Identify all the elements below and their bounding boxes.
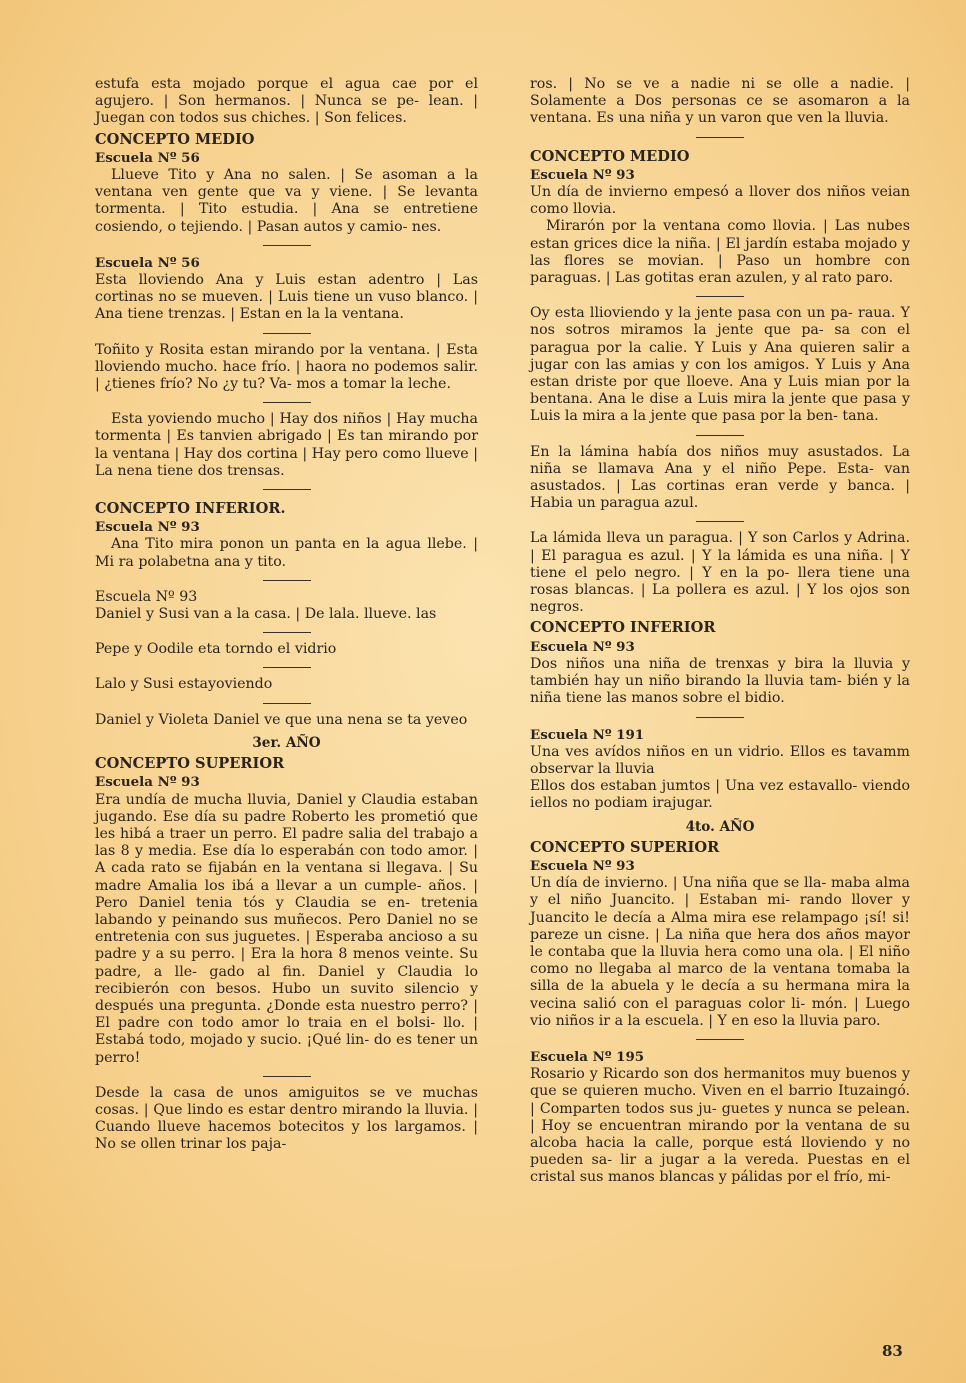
paragraph: En la lámina había dos niños muy asustados. La niña se llamava Ana y el niño Pepe. Esta- van asustados. | Las cortinas eran verde y banca. | Habia un paragua azul.: [530, 443, 910, 512]
paragraph: Daniel y Susi van a la casa. | De lala. llueve. las: [95, 606, 437, 623]
school-heading: Escuela Nº 195: [530, 1048, 645, 1065]
school-heading: Escuela Nº 56: [95, 254, 200, 271]
paragraph: Daniel y Violeta Daniel ve que una nena se ta yeveo: [95, 711, 468, 728]
section-divider: [530, 129, 910, 145]
year-heading: 4to. AÑO: [685, 818, 755, 835]
paragraph: Llueve Tito y Ana no salen. | Se asoman a la ventana ven gente que va y viene. | Se levanta tormenta. | Tito estudia. | Ana se entretiene cosiendo, o tejiendo. | Pasan autos y camio- nes.: [95, 167, 478, 235]
paragraph: Toñito y Rosita estan mirando por la ventana. | Esta lloviendo mucho. hace frío. | haora no podemos salir. | ¿tienes frío? No ¿y tu? Va- mos a tomar la leche.: [95, 341, 478, 393]
section-divider: [530, 427, 910, 443]
section-divider: [95, 481, 478, 497]
paragraph: Desde la casa de unos amiguitos se ve muchas cosas. | Que lindo es estar dentro mirando la lluvia. | Cuando llueve hacemos botecitos y los largamos. | No se ollen trinar los paja-: [95, 1084, 478, 1153]
section-divider: [95, 325, 478, 341]
concept-heading: CONCEPTO MEDIO: [95, 130, 255, 148]
paragraph: Era undía de mucha lluvia, Daniel y Claudia estaban jugando. Ese día su padre Roberto les prometió que les hibá a traer un perro. El padre salia del trabajo a las 8 y media. Ese día lo esperabán con todo amor. | A cada rato se fijabán en la ventana si llegava. | Su madre Amalia los ibá a llevar a un cumple- años. | Pero Daniel tenia tós y Claudia se en- tretenia labando y peinando sus muñecos. Pero Daniel no se entretenia con sus juguetes. | Esperaba ancioso a su padre y a su perro. | Era la hora 8 menos veinte. Su padre, a lle- gado al fin. Daniel y Claudia lo recibierón con besos. Hubo un suvito silencio y después una pregunta. ¿Donde esta nuestro perro? | El padre con todo amor lo traia en el bolsi- llo. | Estabá todo, mojado y sucio. ¡Qué lin- do es tener un perro!: [95, 791, 478, 1066]
section-divider: [95, 572, 478, 588]
paragraph: La lámida lleva un paragua. | Y son Carlos y Adrina. | El paragua es azul. | Y la lámida es una niña. | Y tiene el pelo negro. | Y en la po- llera tiene una rosas blancas. | La pollera es azul. | Y los ojos son negros.: [530, 530, 910, 616]
paragraph: Rosario y Ricardo son dos hermanitos muy buenos y que se quieren mucho. Viven en el barrio Ituzaingó. | Comparten todos sus ju- guetes y nunca se pelean. | Hoy se encuentran mirando por la ventana de su alcoba hacia la calle, porque está lloviendo y no pueden sa- lir a jugar a la vereda. Puestas en el cristal sus manos blancas y pálidas por el frío, mi-: [530, 1066, 910, 1186]
section-divider: [530, 513, 910, 529]
school-heading: Escuela Nº 93: [530, 638, 635, 655]
section-divider: [95, 237, 478, 253]
concept-heading: CONCEPTO SUPERIOR: [95, 755, 285, 773]
school-heading: Escuela Nº 93: [530, 857, 635, 874]
paragraph: Un día de invierno. | Una niña que se lla- maba alma y el niño Juancito. | Estaban mi- rando llover y Juancito le decía a Alma mira ese relampago ¡sí! si! pareze un cisne. | La niña que hera dos años mayor le contaba que la lluvia hera como una ola. | El niño como no llegaba al marco de la ventana tomaba la silla de la abuela y le decía a su hermana mira la vecina salió con el paraguas color li- món. | Luego vio niños ir a la escuela. | Y en eso la lluvia paro.: [530, 875, 910, 1029]
paragraph: Esta yoviendo mucho | Hay dos niños | Hay mucha tormenta | Es tanvien abrigado | Es tan mirando por la ventana | Hay dos cortina | Hay pero como llueve | La nena tiene dos trensas.: [95, 411, 478, 479]
concept-heading: CONCEPTO SUPERIOR: [530, 838, 720, 856]
school-heading: Escuela Nº 93: [95, 519, 200, 536]
paragraph: Lalo y Susi estayoviendo: [95, 676, 273, 693]
section-divider: [95, 394, 478, 410]
paragraph: Esta lloviendo Ana y Luis estan adentro | Las cortinas no se mueven. | Luis tiene un vuso blanco. | Ana tiene trenzas. | Estan en la la ventana.: [95, 272, 478, 323]
paragraph: Ellos dos estaban jumtos | Una vez estavallo- viendo iellos no podiam irajugar.: [530, 778, 910, 812]
school-heading: Escuela Nº 93: [95, 774, 200, 791]
concept-heading: CONCEPTO INFERIOR: [530, 619, 716, 637]
paragraph: Mirarón por la ventana como llovia. | Las nubes estan grices dice la niña. | El jardín estaba mojado y las flores se movian. | Paso un hombre con paraguas. | Las gotitas eran azulen, y al rato paro.: [530, 218, 910, 287]
paragraph: Un día de invierno empesó a llover dos niños veian como llovia.: [530, 184, 910, 218]
section-divider: [530, 288, 910, 304]
school-heading: Escuela Nº 191: [530, 726, 645, 743]
paragraph: Pepe y Oodile eta torndo el vidrio: [95, 641, 337, 658]
paragraph: Una ves avídos niños en un vidrio. Ellos es tavamm observar la lluvia: [530, 743, 910, 777]
paragraph: estufa esta mojado porque el agua cae por el agujero. | Son hermanos. | Nunca se pe- lean. | Juegan con todos sus chiches. | Son felices.: [95, 76, 478, 127]
left-column: [95, 76, 478, 1154]
section-divider: [530, 709, 910, 725]
concept-heading: CONCEPTO INFERIOR.: [95, 500, 286, 518]
section-divider: [95, 695, 478, 711]
paragraph: Ana Tito mira ponon un panta en la agua llebe. | Mi ra polabetna ana y tito.: [95, 536, 478, 570]
section-divider: [95, 659, 478, 675]
school-heading: Escuela Nº 93: [530, 166, 635, 183]
paragraph: Escuela Nº 93: [95, 588, 198, 605]
paragraph: Dos niños una niña de trenxas y bira la lluvia y también hay un niño birando la lluvia tam- bién y la niña tiene las manos sobre el bidio.: [530, 655, 910, 707]
school-heading: Escuela Nº 56: [95, 149, 200, 166]
page-number: 83: [882, 1342, 903, 1360]
section-divider: [95, 1068, 478, 1084]
section-divider: [530, 1031, 910, 1047]
paragraph: Oy esta llioviendo y la jente pasa con un pa- raua. Y nos sotros miramos la jente que pa- sa con el paragua por la calie. Y Luis y Ana quieren salir a jugar con las amias y con los amigos. Y Luis y Ana estan driste por que lloeve. Ana y Luis mian por la bentana. Ana le dise a Luis mira la jente que pasa y Luis la mira a la jente que pasa por la ben- tana.: [530, 305, 910, 425]
section-divider: [95, 624, 478, 640]
paragraph: ros. | No se ve a nadie ni se olle a nadie. | Solamente a Dos personas ce se asomaron a la ventana. Es una niña y un varon que ven la lluvia.: [530, 76, 910, 127]
right-column: [530, 76, 910, 1187]
year-heading: 3er. AÑO: [252, 734, 321, 751]
concept-heading: CONCEPTO MEDIO: [530, 147, 690, 165]
